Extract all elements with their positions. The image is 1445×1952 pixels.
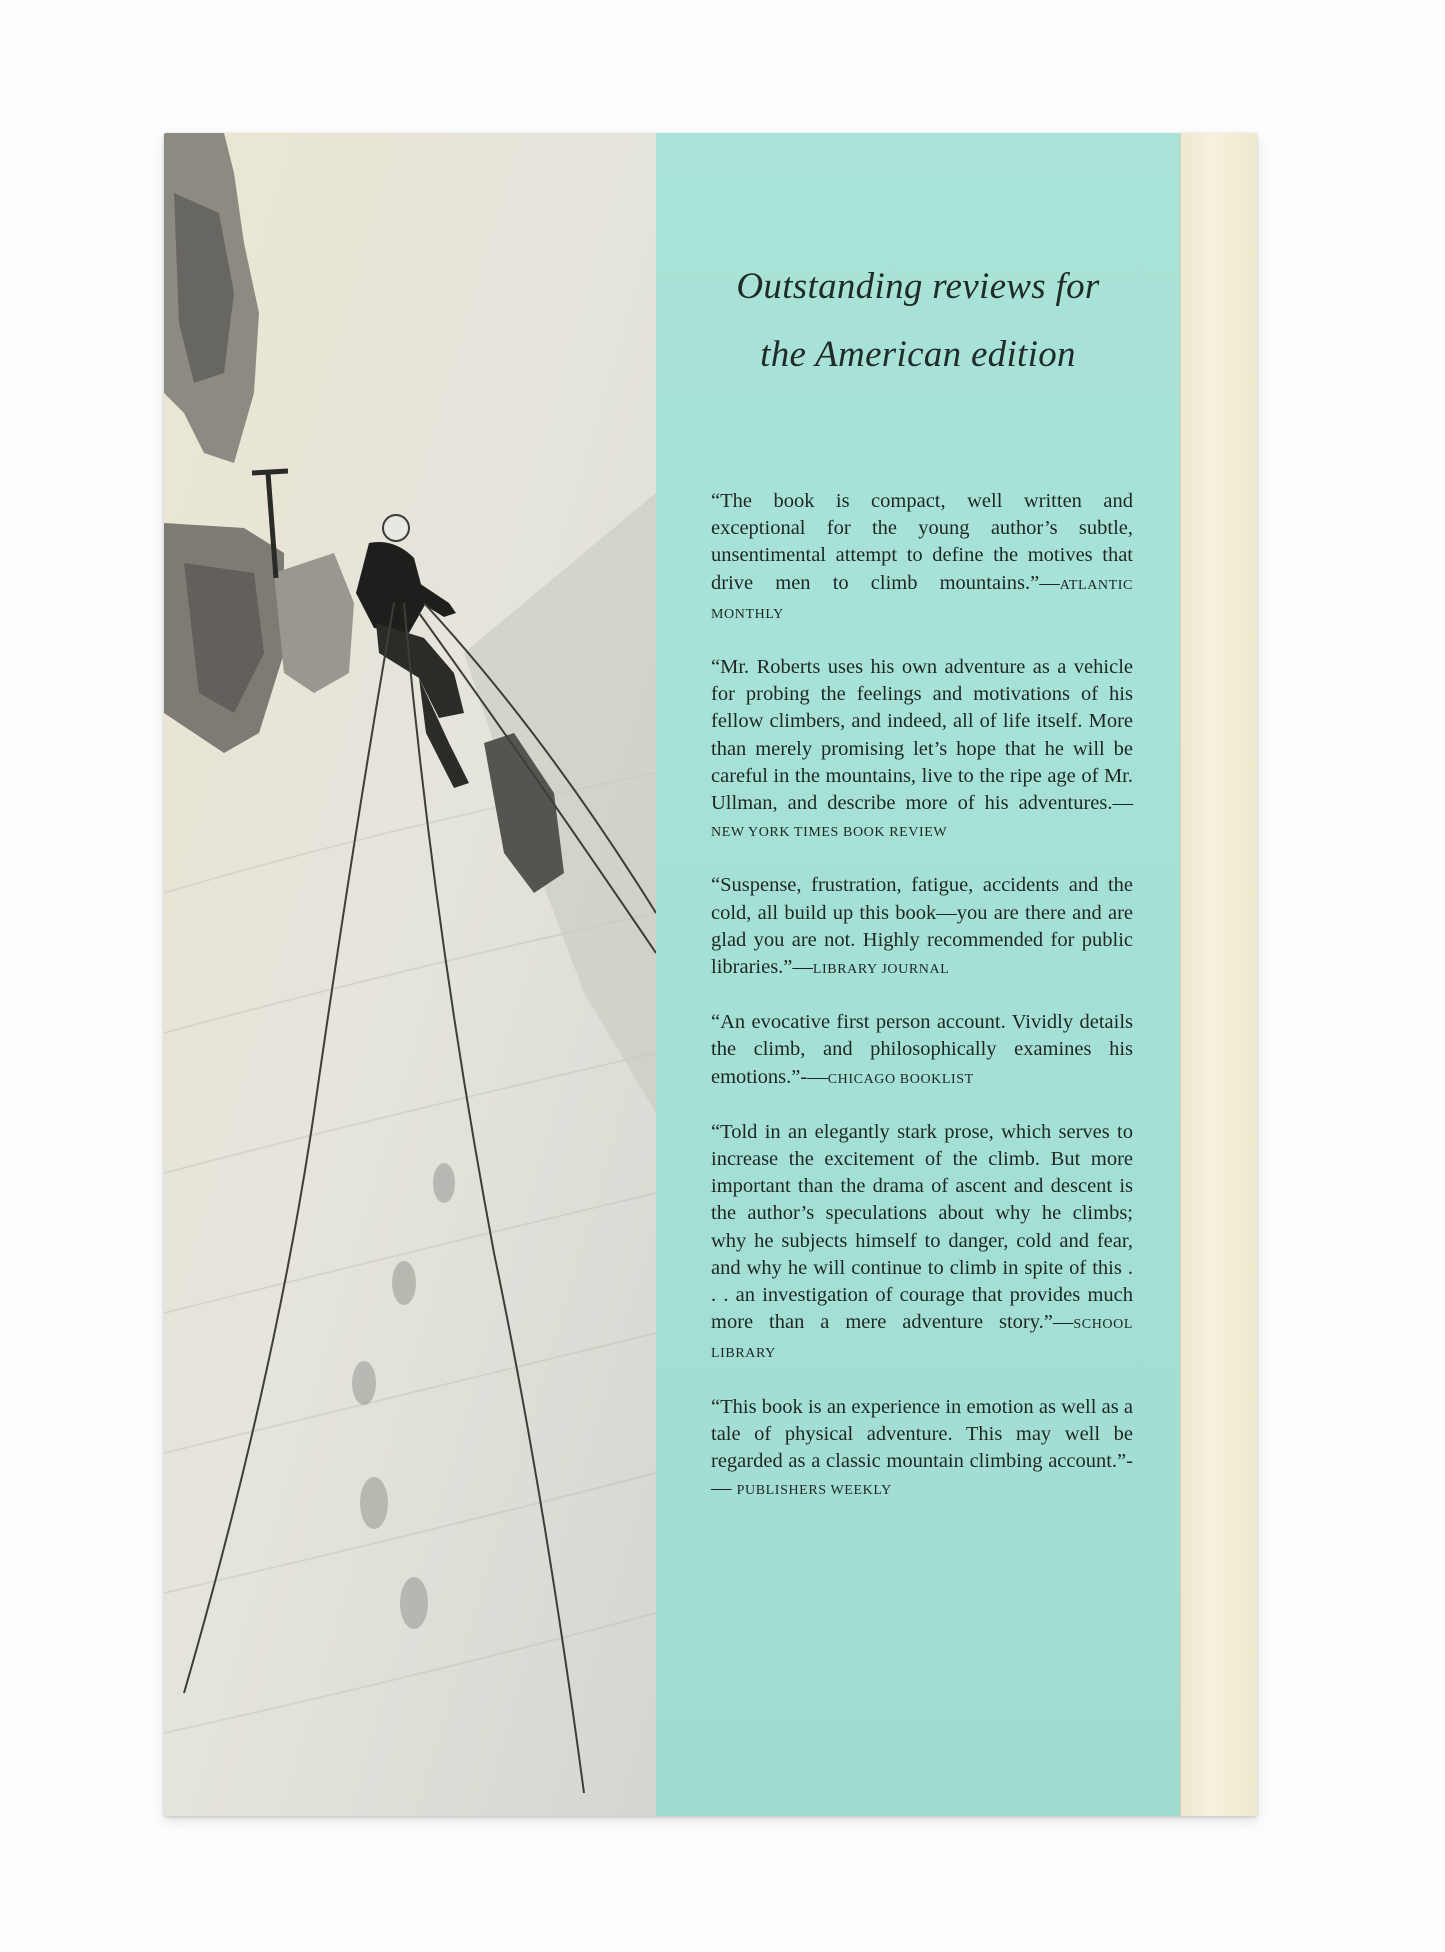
review-chicago-booklist bbox=[711, 1009, 1133, 1093]
review-quote: “An evocative first person account. Vividly details the climb, and philosophically examines his emotions.”-— bbox=[711, 1011, 1133, 1088]
review-source: LIBRARY JOURNAL bbox=[812, 962, 950, 978]
page-title bbox=[691, 253, 1145, 389]
book-jacket-back bbox=[164, 133, 1257, 1816]
review-quote: “Told in an elegantly stark prose, which serves to increase the excitement of the climb. But more important than the drama of ascent and descent is the author’s speculations about why he climbs; why he subjects himself to danger, cold and fear, and why he will continue to climb in spite of this . . . an investigation of courage that provides much more than a mere adventure story.”— bbox=[711, 1120, 1133, 1334]
review-source: ATLANTIC MONTHLY bbox=[711, 577, 1133, 622]
review-source: SCHOOL LIBRARY bbox=[711, 1317, 1133, 1362]
review-quote: “Suspense, frustration, fatigue, accidents and the cold, all build up this book—you are there and are glad you are not. Highly recommended for public libraries.”— bbox=[711, 874, 1133, 979]
review-list bbox=[711, 488, 1133, 1531]
climber-photograph bbox=[164, 133, 656, 1816]
review-source: PUBLISHERS WEEKLY bbox=[736, 1483, 892, 1499]
review-new-york-times bbox=[711, 654, 1133, 846]
review-source: CHICAGO BOOKLIST bbox=[827, 1071, 974, 1087]
reviews-panel bbox=[656, 133, 1180, 1816]
review-quote: “The book is compact, well written and exceptional for the young author’s subtle, unsentimental attempt to define the motives that drive men to climb mountains.”— bbox=[711, 490, 1133, 594]
review-publishers-weekly bbox=[711, 1394, 1133, 1505]
review-source: NEW YORK TIMES BOOK REVIEW bbox=[711, 825, 948, 841]
review-atlantic-monthly bbox=[711, 488, 1133, 628]
review-quote: “Mr. Roberts uses his own adventure as a vehicle for probing the feelings and motivations of his fellow climbers, and indeed, all of life itself. More than merely promising let’s hope that he will be careful in the mountains, live to the ripe age of Mr. Ullman, and describe more of his adventures.— bbox=[711, 656, 1133, 815]
heading-line-1: Outstanding reviews for bbox=[736, 266, 1100, 307]
climber-photo-illustration bbox=[164, 133, 656, 1816]
review-school-library bbox=[711, 1119, 1133, 1368]
review-library-journal bbox=[711, 872, 1133, 983]
heading-line-2: the American edition bbox=[760, 334, 1076, 375]
review-quote: “This book is an experience in emotion as well as a tale of physical adventure. This may well be regarded as a classic mountain climbing account.”-— bbox=[711, 1395, 1133, 1500]
jacket-right-edge bbox=[1180, 133, 1257, 1816]
